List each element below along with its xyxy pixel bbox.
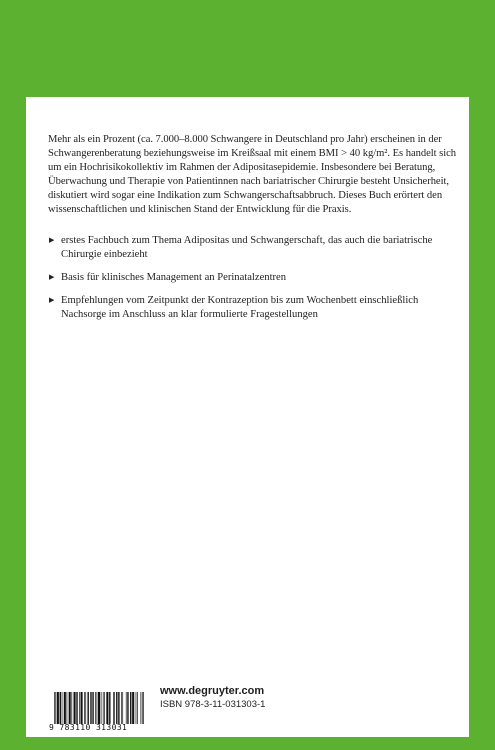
barcode-bar [142,692,143,724]
triangle-bullet-icon: ▶ [49,236,55,245]
barcode-bar [57,692,59,724]
barcode-bar [136,692,137,724]
barcode-bar [90,692,91,724]
barcode-bar [104,692,105,724]
feature-text: Empfehlungen vom Zeitpunkt der Kontrazeption bis zum Wochenbett einschließlich Nachsorge im Anschluss an klar formulierte Fragestellungen [61,295,419,321]
barcode-bar [84,692,85,724]
cover-frame-right [469,0,495,750]
blurb-intro: Mehr als ein Prozent (ca. 7.000–8.000 Schwangere in Deutschland pro Jahr) erscheinen in der Schwangerenberatung beziehungsweise im Kreißsaal mit einem BMI > 40 kg/m². Es handelt sich um ein Hochrisikokollektiv im Rahmen der Adipositasepidemie. Insbesondere bei Beratung, Überwachung und Therapie von Patientinnen nach bariatrischer Chirurgie besteht Unsicherheit, diskutiert wird sogar eine Indikation zum Schwangerschaftsabbruch. Dieses Buch erörtert den wissenschaftlichen und klinischen Stand der Entwicklung für die Praxis. [48,134,456,215]
cover-frame-bottom [0,737,495,750]
barcode-bar [79,692,80,724]
triangle-bullet-icon: ▶ [49,296,55,305]
barcode-bar [55,692,56,724]
barcode-bar [67,692,68,724]
barcode-digits: 9 783110 313031 [49,723,128,732]
barcode-bar [132,692,134,724]
feature-item [48,271,458,285]
barcode-bar [116,692,117,724]
barcode-bar [54,692,55,724]
triangle-bullet-icon: ▶ [49,273,55,282]
barcode-bar [62,692,63,724]
barcode-bar [121,692,122,724]
barcode-bar [95,692,96,724]
barcode-bar [92,692,93,724]
barcode-bar [64,692,66,724]
barcode-bar [126,692,127,724]
barcode-bar [101,692,102,724]
barcode-bar [98,692,100,724]
back-cover-blurb [48,133,458,331]
feature-item [48,234,458,262]
publisher-url: www.degruyter.com [160,685,265,697]
feature-text: erstes Fachbuch zum Thema Adipositas und Schwangerschaft, das auch die bariatrische Chirurgie einbezieht [61,235,433,261]
isbn-number: ISBN 978-3-11-031303-1 [160,699,266,710]
barcode-bar [106,692,108,724]
feature-text: Basis für klinisches Management an Perinatalzentren [61,272,287,284]
barcode-bar [85,692,86,724]
cover-frame-top [0,0,495,97]
barcode-bar [69,692,71,724]
barcode-bar [118,692,119,724]
barcode-bar [76,692,77,724]
barcode-bar [109,692,110,724]
cover-frame-left [0,0,26,750]
barcode-bar [60,692,61,724]
barcode-bar [113,692,114,724]
barcode-bar [87,692,88,724]
publisher-info [160,684,265,712]
feature-list [48,234,458,322]
barcode-bar [127,692,128,724]
barcode-bar [137,692,138,724]
barcode-bar [71,692,72,724]
barcode-bar [81,692,83,724]
barcode-bar [74,692,76,724]
barcode-bar [143,692,144,724]
barcode-bar [103,692,104,724]
barcode-bar [141,692,142,724]
barcode-bar [97,692,98,724]
feature-item [48,294,458,322]
barcode-bars [54,692,144,724]
barcode-bar [122,692,123,724]
barcode-bar [130,692,131,724]
isbn-barcode [49,690,148,734]
